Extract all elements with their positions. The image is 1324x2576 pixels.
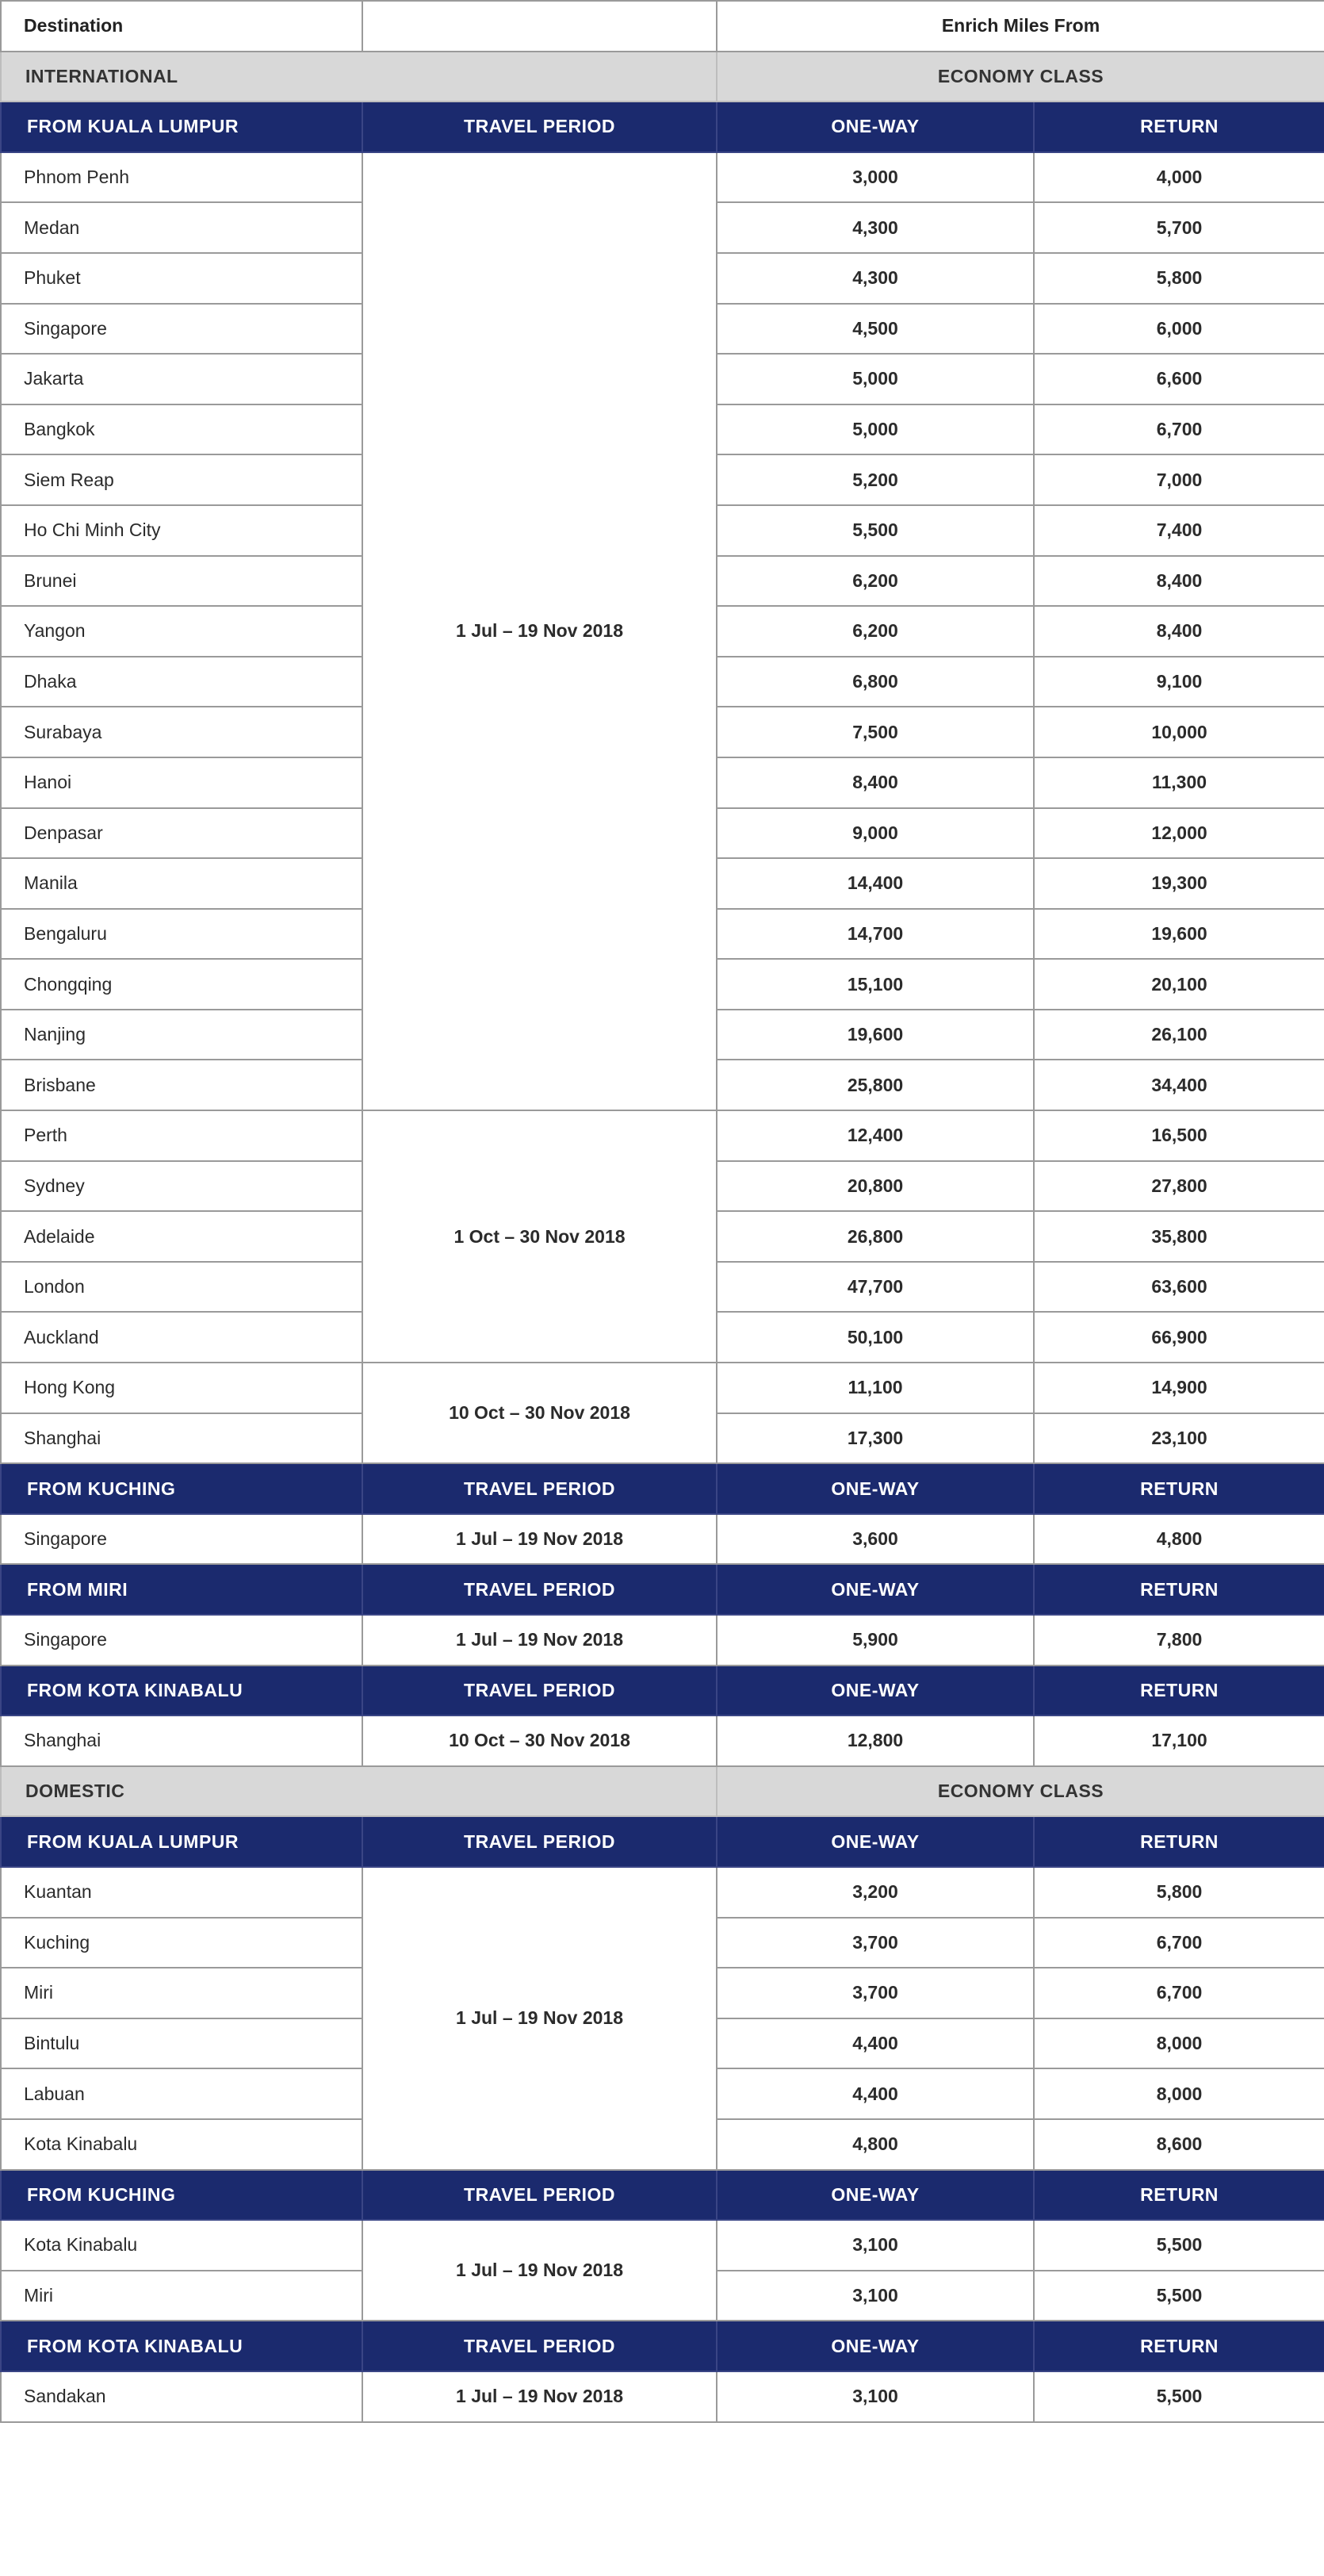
one-way-cell: 4,800 [717,2119,1034,2170]
one-way-label: ONE-WAY [717,2170,1034,2221]
enrich-miles-header: Enrich Miles From [717,1,1324,52]
destination-cell: Yangon [1,606,362,657]
one-way-cell: 4,300 [717,202,1034,253]
one-way-label: ONE-WAY [717,1463,1034,1514]
one-way-cell: 5,500 [717,505,1034,556]
one-way-cell: 4,500 [717,304,1034,355]
from-label: FROM KOTA KINABALU [1,1666,362,1716]
one-way-cell: 17,300 [717,1413,1034,1464]
return-cell: 4,800 [1034,1514,1324,1565]
return-cell: 63,600 [1034,1262,1324,1313]
table-row [1,2220,1324,2271]
return-cell: 8,400 [1034,606,1324,657]
travel-period-cell: 1 Jul – 19 Nov 2018 [362,1514,717,1565]
destination-cell: Shanghai [1,1413,362,1464]
destination-cell: Hanoi [1,757,362,808]
from-label: FROM KUALA LUMPUR [1,1816,362,1867]
class-label-international: ECONOMY CLASS [717,52,1324,102]
return-cell: 19,300 [1034,858,1324,909]
travel-period-cell: 10 Oct – 30 Nov 2018 [362,1715,717,1766]
class-label-domestic: ECONOMY CLASS [717,1766,1324,1817]
destination-cell: Sandakan [1,2371,362,2422]
travel-period-label: TRAVEL PERIOD [362,1463,717,1514]
return-cell: 35,800 [1034,1211,1324,1262]
table-row [1,1615,1324,1666]
one-way-label: ONE-WAY [717,1564,1034,1615]
one-way-cell: 4,300 [717,253,1034,304]
destination-cell: Brunei [1,556,362,607]
one-way-label: ONE-WAY [717,102,1034,152]
return-cell: 34,400 [1034,1060,1324,1110]
destination-cell: Surabaya [1,707,362,757]
return-cell: 11,300 [1034,757,1324,808]
return-cell: 6,700 [1034,404,1324,455]
destination-cell: Labuan [1,2068,362,2119]
band-row-dom-kul [1,1816,1324,1867]
destination-cell: Bintulu [1,2018,362,2069]
one-way-cell: 6,200 [717,606,1034,657]
destination-cell: Miri [1,2271,362,2321]
return-cell: 5,800 [1034,1867,1324,1918]
one-way-cell: 5,200 [717,454,1034,505]
return-cell: 6,700 [1034,1918,1324,1968]
one-way-cell: 3,700 [717,1918,1034,1968]
table-header-row [1,1,1324,52]
travel-period-cell: 1 Jul – 19 Nov 2018 [362,2371,717,2422]
one-way-cell: 8,400 [717,757,1034,808]
destination-cell: Hong Kong [1,1363,362,1413]
return-cell: 6,000 [1034,304,1324,355]
return-label: RETURN [1034,102,1324,152]
destination-cell: Miri [1,1968,362,2018]
return-cell: 8,400 [1034,556,1324,607]
destination-cell: Bengaluru [1,909,362,960]
return-label: RETURN [1034,1564,1324,1615]
table-row [1,1363,1324,1413]
return-cell: 17,100 [1034,1715,1324,1766]
one-way-cell: 3,100 [717,2371,1034,2422]
return-cell: 8,000 [1034,2068,1324,2119]
destination-cell: Brisbane [1,1060,362,1110]
destination-cell: Bangkok [1,404,362,455]
travel-period-label: TRAVEL PERIOD [362,1666,717,1716]
travel-period-cell: 1 Jul – 19 Nov 2018 [362,1615,717,1666]
one-way-cell: 14,400 [717,858,1034,909]
travel-period-cell: 1 Jul – 19 Nov 2018 [362,1867,717,2170]
destination-cell: Singapore [1,1514,362,1565]
one-way-cell: 26,800 [717,1211,1034,1262]
one-way-cell: 3,200 [717,1867,1034,1918]
destination-cell: Denpasar [1,808,362,859]
one-way-cell: 50,100 [717,1312,1034,1363]
destination-header: Destination [1,1,362,52]
one-way-cell: 5,000 [717,404,1034,455]
one-way-cell: 3,600 [717,1514,1034,1565]
section-row-domestic [1,1766,1324,1817]
destination-cell: Perth [1,1110,362,1161]
band-row-intl-kul [1,102,1324,152]
destination-cell: London [1,1262,362,1313]
one-way-label: ONE-WAY [717,2321,1034,2371]
band-row-intl-kch [1,1463,1324,1514]
destination-cell: Siem Reap [1,454,362,505]
return-cell: 20,100 [1034,959,1324,1010]
destination-cell: Nanjing [1,1010,362,1060]
return-cell: 8,600 [1034,2119,1324,2170]
return-cell: 14,900 [1034,1363,1324,1413]
return-cell: 8,000 [1034,2018,1324,2069]
return-cell: 4,000 [1034,152,1324,203]
band-row-intl-myy [1,1564,1324,1615]
return-label: RETURN [1034,2321,1324,2371]
travel-period-label: TRAVEL PERIOD [362,1816,717,1867]
destination-cell: Kuantan [1,1867,362,1918]
destination-cell: Sydney [1,1161,362,1212]
destination-cell: Manila [1,858,362,909]
destination-cell: Phnom Penh [1,152,362,203]
miles-table-body [1,1,1324,2422]
from-label: FROM KUCHING [1,2170,362,2221]
travel-period-cell: 1 Oct – 30 Nov 2018 [362,1110,717,1363]
from-label: FROM KUALA LUMPUR [1,102,362,152]
section-label-international: INTERNATIONAL [1,52,717,102]
from-label: FROM MIRI [1,1564,362,1615]
travel-period-label: TRAVEL PERIOD [362,2170,717,2221]
travel-period-cell: 10 Oct – 30 Nov 2018 [362,1363,717,1463]
return-cell: 23,100 [1034,1413,1324,1464]
return-cell: 66,900 [1034,1312,1324,1363]
return-cell: 7,800 [1034,1615,1324,1666]
section-label-domestic: DOMESTIC [1,1766,717,1817]
return-cell: 5,800 [1034,253,1324,304]
travel-period-label: TRAVEL PERIOD [362,2321,717,2371]
one-way-cell: 4,400 [717,2018,1034,2069]
one-way-cell: 4,400 [717,2068,1034,2119]
from-label: FROM KOTA KINABALU [1,2321,362,2371]
return-cell: 7,000 [1034,454,1324,505]
destination-cell: Kota Kinabalu [1,2220,362,2271]
from-label: FROM KUCHING [1,1463,362,1514]
one-way-cell: 20,800 [717,1161,1034,1212]
return-cell: 5,500 [1034,2220,1324,2271]
one-way-cell: 12,400 [717,1110,1034,1161]
return-cell: 5,500 [1034,2371,1324,2422]
band-row-dom-bki [1,2321,1324,2371]
return-cell: 10,000 [1034,707,1324,757]
destination-cell: Singapore [1,304,362,355]
one-way-cell: 5,000 [717,354,1034,404]
destination-cell: Auckland [1,1312,362,1363]
travel-period-label: TRAVEL PERIOD [362,1564,717,1615]
table-row [1,1867,1324,1918]
one-way-label: ONE-WAY [717,1816,1034,1867]
table-row [1,1110,1324,1161]
table-row [1,152,1324,203]
return-label: RETURN [1034,2170,1324,2221]
destination-cell: Singapore [1,1615,362,1666]
one-way-cell: 47,700 [717,1262,1034,1313]
destination-cell: Shanghai [1,1715,362,1766]
destination-cell: Medan [1,202,362,253]
return-cell: 6,700 [1034,1968,1324,2018]
one-way-cell: 11,100 [717,1363,1034,1413]
destination-cell: Ho Chi Minh City [1,505,362,556]
destination-cell: Adelaide [1,1211,362,1262]
travel-period-label: TRAVEL PERIOD [362,102,717,152]
band-row-dom-kch [1,2170,1324,2221]
one-way-cell: 12,800 [717,1715,1034,1766]
return-cell: 16,500 [1034,1110,1324,1161]
travel-period-cell: 1 Jul – 19 Nov 2018 [362,2220,717,2321]
one-way-cell: 6,200 [717,556,1034,607]
travel-period-cell: 1 Jul – 19 Nov 2018 [362,152,717,1110]
one-way-cell: 14,700 [717,909,1034,960]
return-label: RETURN [1034,1816,1324,1867]
one-way-cell: 5,900 [717,1615,1034,1666]
section-row-international [1,52,1324,102]
one-way-cell: 6,800 [717,657,1034,707]
table-row [1,2371,1324,2422]
blank-header [362,1,717,52]
return-cell: 5,500 [1034,2271,1324,2321]
one-way-cell: 25,800 [717,1060,1034,1110]
return-label: RETURN [1034,1666,1324,1716]
destination-cell: Phuket [1,253,362,304]
table-row [1,1514,1324,1565]
destination-cell: Kuching [1,1918,362,1968]
band-row-intl-bki [1,1666,1324,1716]
one-way-cell: 9,000 [717,808,1034,859]
return-cell: 9,100 [1034,657,1324,707]
one-way-cell: 3,700 [717,1968,1034,2018]
destination-cell: Chongqing [1,959,362,1010]
return-cell: 19,600 [1034,909,1324,960]
one-way-cell: 15,100 [717,959,1034,1010]
destination-cell: Jakarta [1,354,362,404]
return-cell: 26,100 [1034,1010,1324,1060]
return-cell: 7,400 [1034,505,1324,556]
return-cell: 6,600 [1034,354,1324,404]
one-way-label: ONE-WAY [717,1666,1034,1716]
destination-cell: Dhaka [1,657,362,707]
return-cell: 5,700 [1034,202,1324,253]
destination-cell: Kota Kinabalu [1,2119,362,2170]
one-way-cell: 7,500 [717,707,1034,757]
return-label: RETURN [1034,1463,1324,1514]
one-way-cell: 3,100 [717,2220,1034,2271]
one-way-cell: 3,000 [717,152,1034,203]
return-cell: 27,800 [1034,1161,1324,1212]
table-row [1,1715,1324,1766]
one-way-cell: 19,600 [717,1010,1034,1060]
return-cell: 12,000 [1034,808,1324,859]
one-way-cell: 3,100 [717,2271,1034,2321]
